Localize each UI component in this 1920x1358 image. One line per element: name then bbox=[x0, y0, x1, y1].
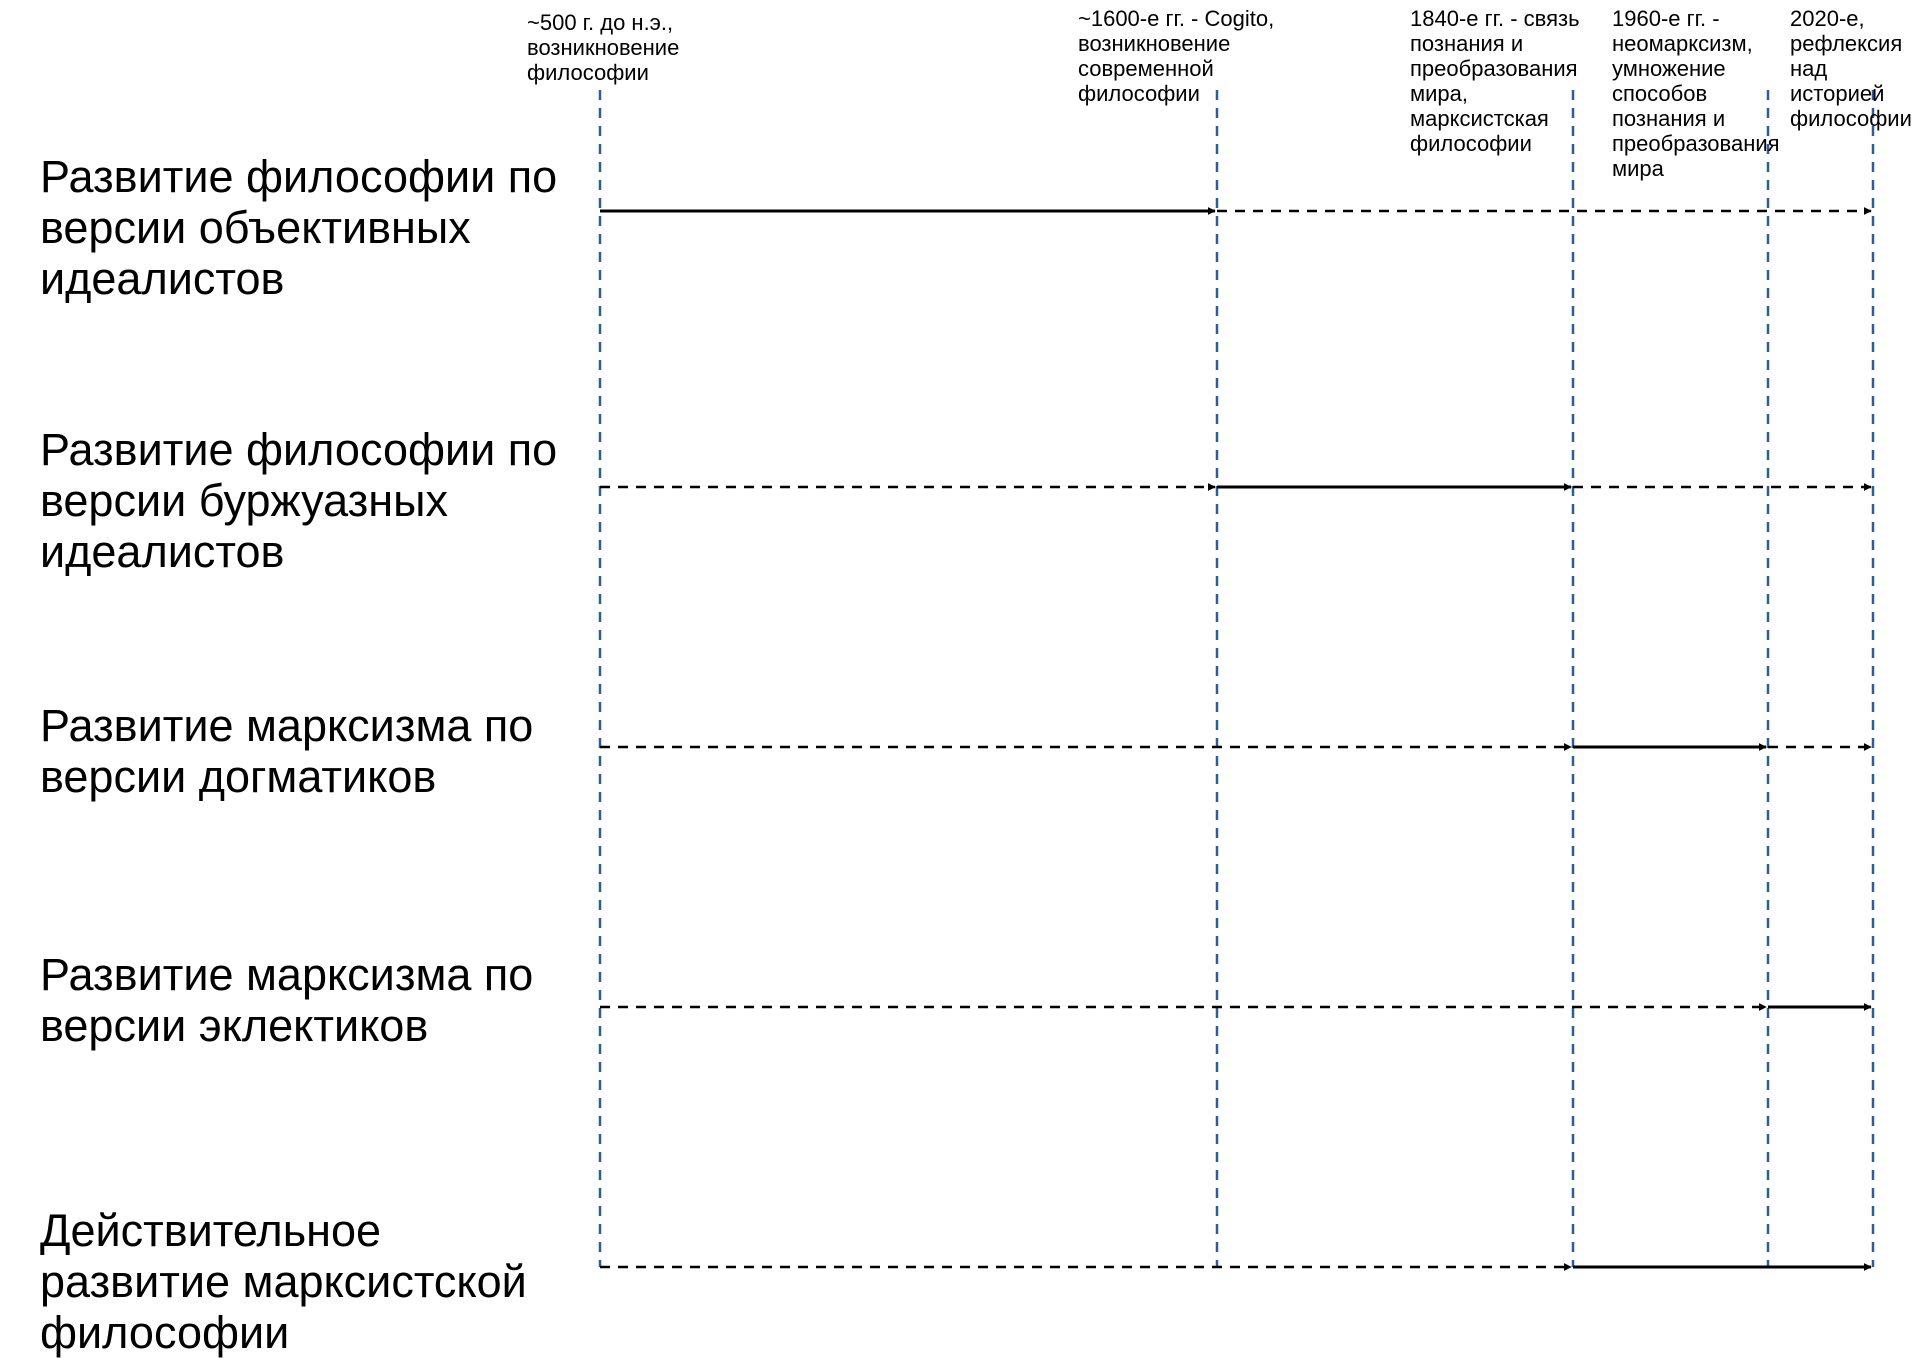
row-label-actual-marxist-philosophy: Действительное развитие марксистской философии bbox=[40, 1205, 527, 1358]
epoch-label-5: 2020-е, рефлексия над историей философии bbox=[1790, 6, 1912, 131]
epoch-label-2: ~1600-е гг. - Cogito, возникновение современной философии bbox=[1078, 6, 1275, 106]
epoch-guide-lines bbox=[600, 90, 1873, 1267]
row-label-bourgeois-idealists: Развитие философии по версии буржуазных идеалистов bbox=[40, 424, 558, 577]
row-label-eclectics: Развитие марксизма по версии эклектиков bbox=[40, 949, 534, 1051]
epoch-label-1: ~500 г. до н.э., возникновение философии bbox=[527, 10, 680, 85]
timeline-arrows bbox=[600, 211, 1871, 1267]
row-label-dogmatists: Развитие марксизма по версии догматиков bbox=[40, 700, 534, 802]
epoch-label-3: 1840-е гг. - связь познания и преобразования мира, марксистская философии bbox=[1410, 6, 1580, 156]
row-label-objective-idealists: Развитие философии по версии объективных идеалистов bbox=[40, 151, 558, 304]
epoch-label-4: 1960-е гг. - неомарксизм, умножение способов познания и преобразования мира bbox=[1612, 6, 1780, 181]
